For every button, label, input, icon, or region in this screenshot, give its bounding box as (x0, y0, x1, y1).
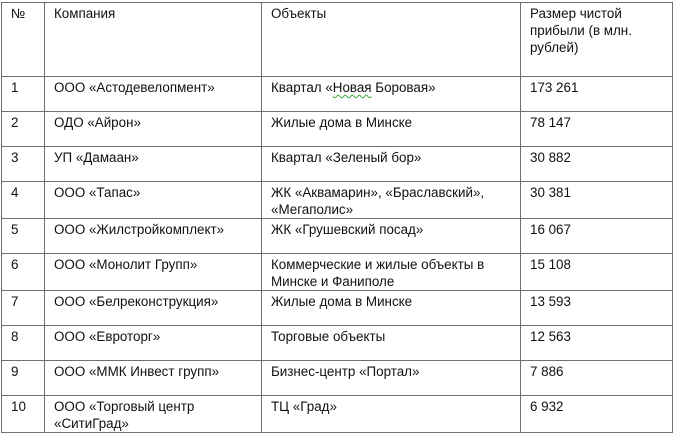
row-company: ООО «Евроторг» (45, 326, 262, 361)
row-profit: 12 563 (521, 326, 673, 361)
row-objects: ТЦ «Град» (262, 396, 521, 433)
table-row (2, 147, 673, 182)
row-objects: Жилые дома в Минске (262, 291, 521, 326)
row-company: ООО «Тапас» (45, 182, 262, 219)
table-row (2, 219, 673, 254)
row-num: 7 (2, 291, 45, 326)
table-row (2, 361, 673, 396)
row-objects-suffix: Боровая» (371, 80, 436, 95)
row-profit: 7 886 (521, 361, 673, 396)
header-num: № (2, 3, 45, 77)
row-num: 9 (2, 361, 45, 396)
row-company: ООО «Торговый центр «СитиГрад» (45, 396, 262, 433)
row-objects: Коммерческие и жилые объекты в Минске и Фаниполе (262, 254, 521, 291)
row-objects-prefix: Квартал « (271, 80, 333, 95)
spellcheck-marked-word: Новая (332, 80, 372, 95)
header-company: Компания (45, 3, 262, 77)
row-profit: 13 593 (521, 291, 673, 326)
row-objects: Жилые дома в Минске (262, 112, 521, 147)
row-num: 3 (2, 147, 45, 182)
row-num: 10 (2, 396, 45, 433)
row-num: 1 (2, 77, 45, 112)
row-company: ООО «Белреконструкция» (45, 291, 262, 326)
row-profit: 173 261 (521, 77, 673, 112)
table-row (2, 254, 673, 291)
row-company: ООО «Астодевелопмент» (45, 77, 262, 112)
row-company: УП «Дамаан» (45, 147, 262, 182)
row-num: 6 (2, 254, 45, 291)
row-profit: 16 067 (521, 219, 673, 254)
row-company: ООО «Жилстройкомплект» (45, 219, 262, 254)
row-profit: 78 147 (521, 112, 673, 147)
row-objects: Торговые объекты (262, 326, 521, 361)
row-profit: 30 882 (521, 147, 673, 182)
row-num: 5 (2, 219, 45, 254)
row-objects: ЖК «Грушевский посад» (262, 219, 521, 254)
row-company: ООО «Монолит Групп» (45, 254, 262, 291)
header-objects: Объекты (262, 3, 521, 77)
row-num: 4 (2, 182, 45, 219)
table-row (2, 77, 673, 112)
row-objects (262, 77, 521, 112)
row-profit: 15 108 (521, 254, 673, 291)
row-profit: 6 932 (521, 396, 673, 433)
row-profit: 30 381 (521, 182, 673, 219)
table-row (2, 182, 673, 219)
row-company: ООО «ММК Инвест групп» (45, 361, 262, 396)
row-objects: ЖК «Аквамарин», «Браславский», «Мегаполис» (262, 182, 521, 219)
row-num: 8 (2, 326, 45, 361)
table-row (2, 112, 673, 147)
table-header-row (2, 3, 673, 77)
table-row (2, 396, 673, 433)
table-row (2, 291, 673, 326)
header-profit: Размер чистой прибыли (в млн. рублей) (521, 3, 673, 77)
row-company: ОДО «Айрон» (45, 112, 262, 147)
row-objects: Квартал «Зеленый бор» (262, 147, 521, 182)
companies-profit-table (1, 2, 673, 433)
row-num: 2 (2, 112, 45, 147)
row-objects: Бизнес-центр «Портал» (262, 361, 521, 396)
table-row (2, 326, 673, 361)
